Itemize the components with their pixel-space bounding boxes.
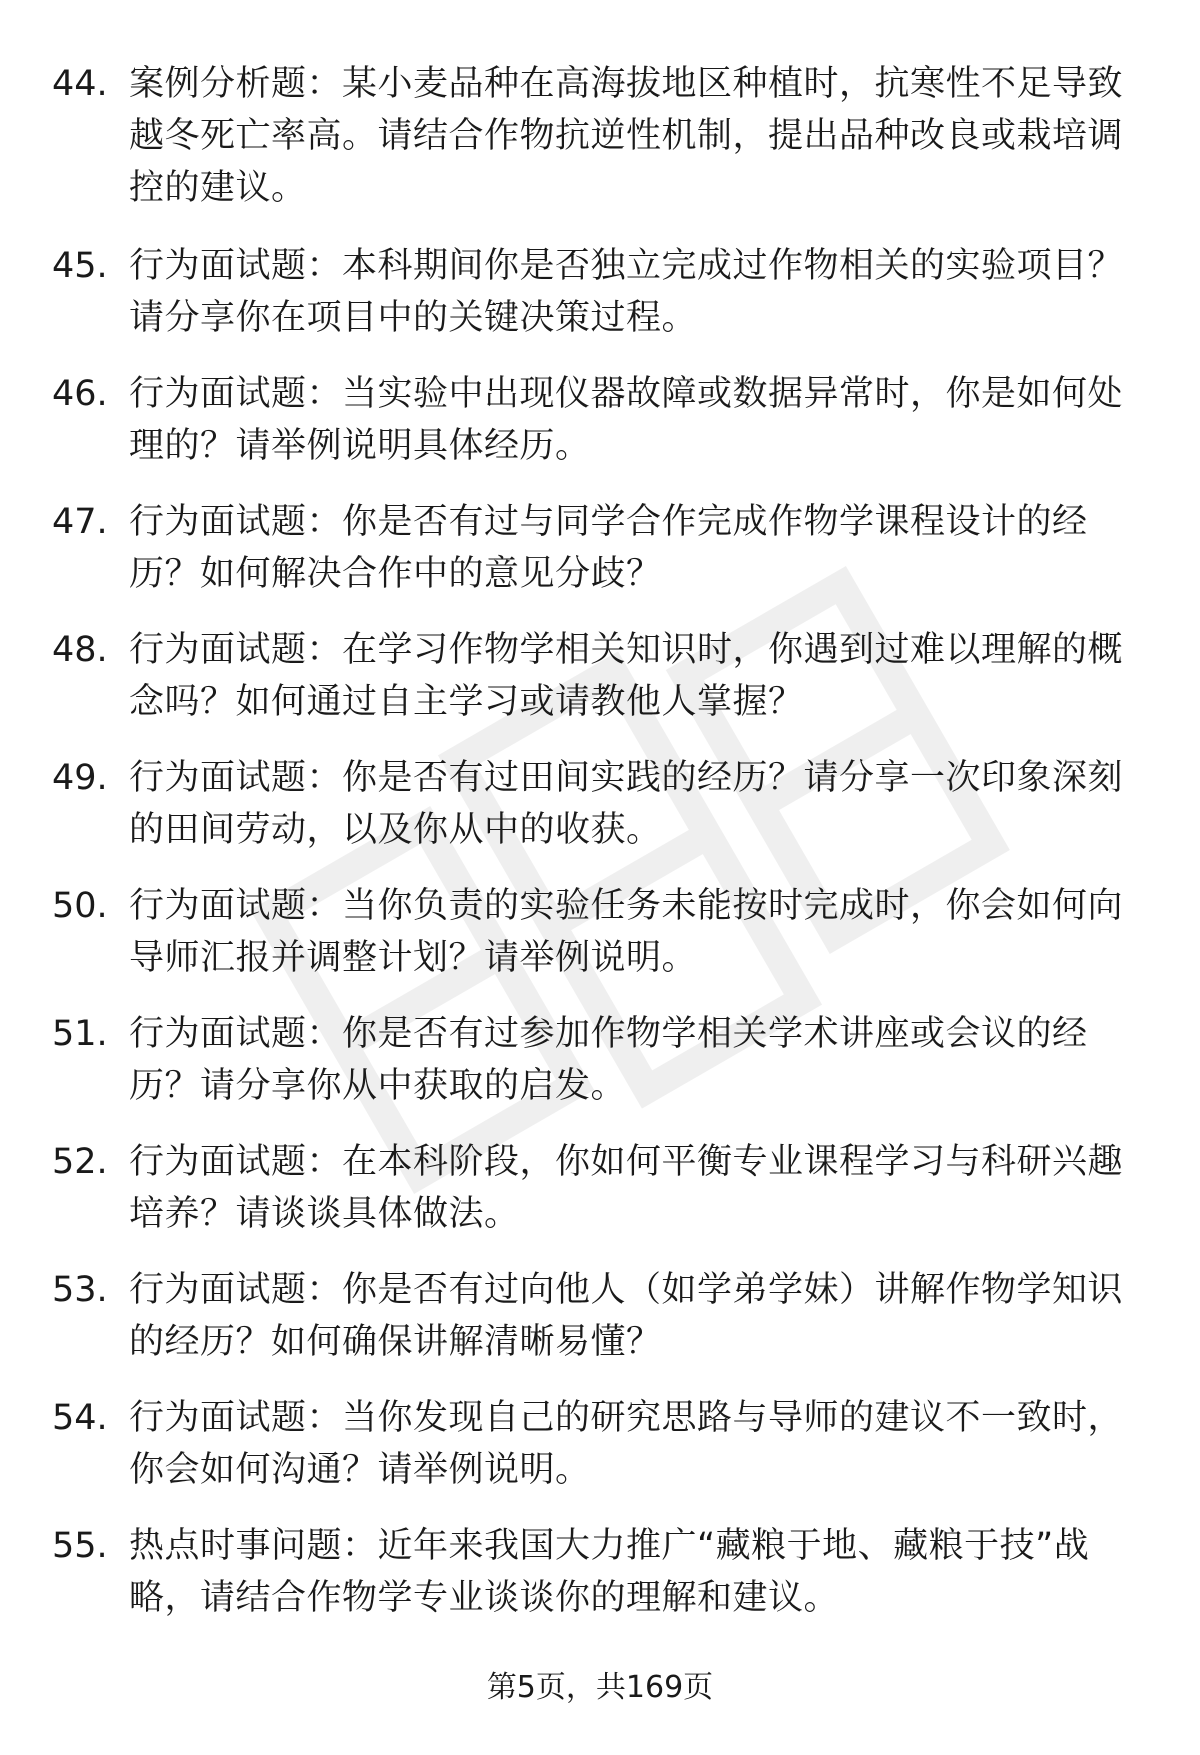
question-item <box>52 240 1152 344</box>
question-item <box>52 1008 1152 1112</box>
question-number: 46. <box>52 374 108 414</box>
question-item <box>52 880 1152 984</box>
question-text: 行为面试题：你是否有过向他人（如学弟学妹）讲解作物学知识的经历？如何确保讲解清晰易懂？ <box>129 1270 1124 1362</box>
question-item <box>52 624 1152 728</box>
question-text: 行为面试题：你是否有过与同学合作完成作物学课程设计的经历？如何解决合作中的意见分歧？ <box>129 502 1088 594</box>
question-number: 45. <box>52 246 108 286</box>
question-text: 行为面试题：当你负责的实验任务未能按时完成时，你会如何向导师汇报并调整计划？请举例说明。 <box>129 886 1124 978</box>
question-text: 行为面试题：在学习作物学相关知识时，你遇到过难以理解的概念吗？如何通过自主学习或请教他人掌握？ <box>129 630 1124 722</box>
question-item <box>52 368 1152 472</box>
question-text: 行为面试题：你是否有过田间实践的经历？请分享一次印象深刻的田间劳动，以及你从中的收获。 <box>129 758 1124 850</box>
question-number: 54. <box>52 1398 108 1438</box>
question-item <box>52 58 1152 214</box>
question-number: 53. <box>52 1270 108 1310</box>
question-item <box>52 752 1152 856</box>
page-indicator: 第5页，共169页 <box>486 1670 714 1705</box>
question-number: 47. <box>52 502 108 542</box>
question-item <box>52 1264 1152 1368</box>
question-text: 行为面试题：本科期间你是否独立完成过作物相关的实验项目？请分享你在项目中的关键决策过程。 <box>129 246 1124 338</box>
question-number: 49. <box>52 758 108 798</box>
question-text: 案例分析题：某小麦品种在高海拔地区种植时，抗寒性不足导致越冬死亡率高。请结合作物抗逆性机制，提出品种改良或栽培调控的建议。 <box>129 64 1124 208</box>
page-footer <box>0 1668 1200 1708</box>
question-number: 48. <box>52 630 108 670</box>
question-text: 行为面试题：当实验中出现仪器故障或数据异常时，你是如何处理的？请举例说明具体经历。 <box>129 374 1124 466</box>
question-list <box>52 58 1152 1648</box>
question-text: 热点时事问题：近年来我国大力推广“藏粮于地、藏粮于技”战略，请结合作物学专业谈谈你的理解和建议。 <box>129 1526 1090 1618</box>
question-text: 行为面试题：当你发现自己的研究思路与导师的建议不一致时，你会如何沟通？请举例说明。 <box>129 1398 1124 1490</box>
question-text: 行为面试题：你是否有过参加作物学相关学术讲座或会议的经历？请分享你从中获取的启发。 <box>129 1014 1088 1106</box>
question-number: 52. <box>52 1142 108 1182</box>
question-number: 44. <box>52 64 108 104</box>
question-number: 50. <box>52 886 108 926</box>
question-item <box>52 496 1152 600</box>
question-number: 55. <box>52 1526 108 1566</box>
question-item <box>52 1520 1152 1624</box>
question-item <box>52 1136 1152 1240</box>
question-text: 行为面试题：在本科阶段，你如何平衡专业课程学习与科研兴趣培养？请谈谈具体做法。 <box>129 1142 1124 1234</box>
question-number: 51. <box>52 1014 108 1054</box>
question-item <box>52 1392 1152 1496</box>
